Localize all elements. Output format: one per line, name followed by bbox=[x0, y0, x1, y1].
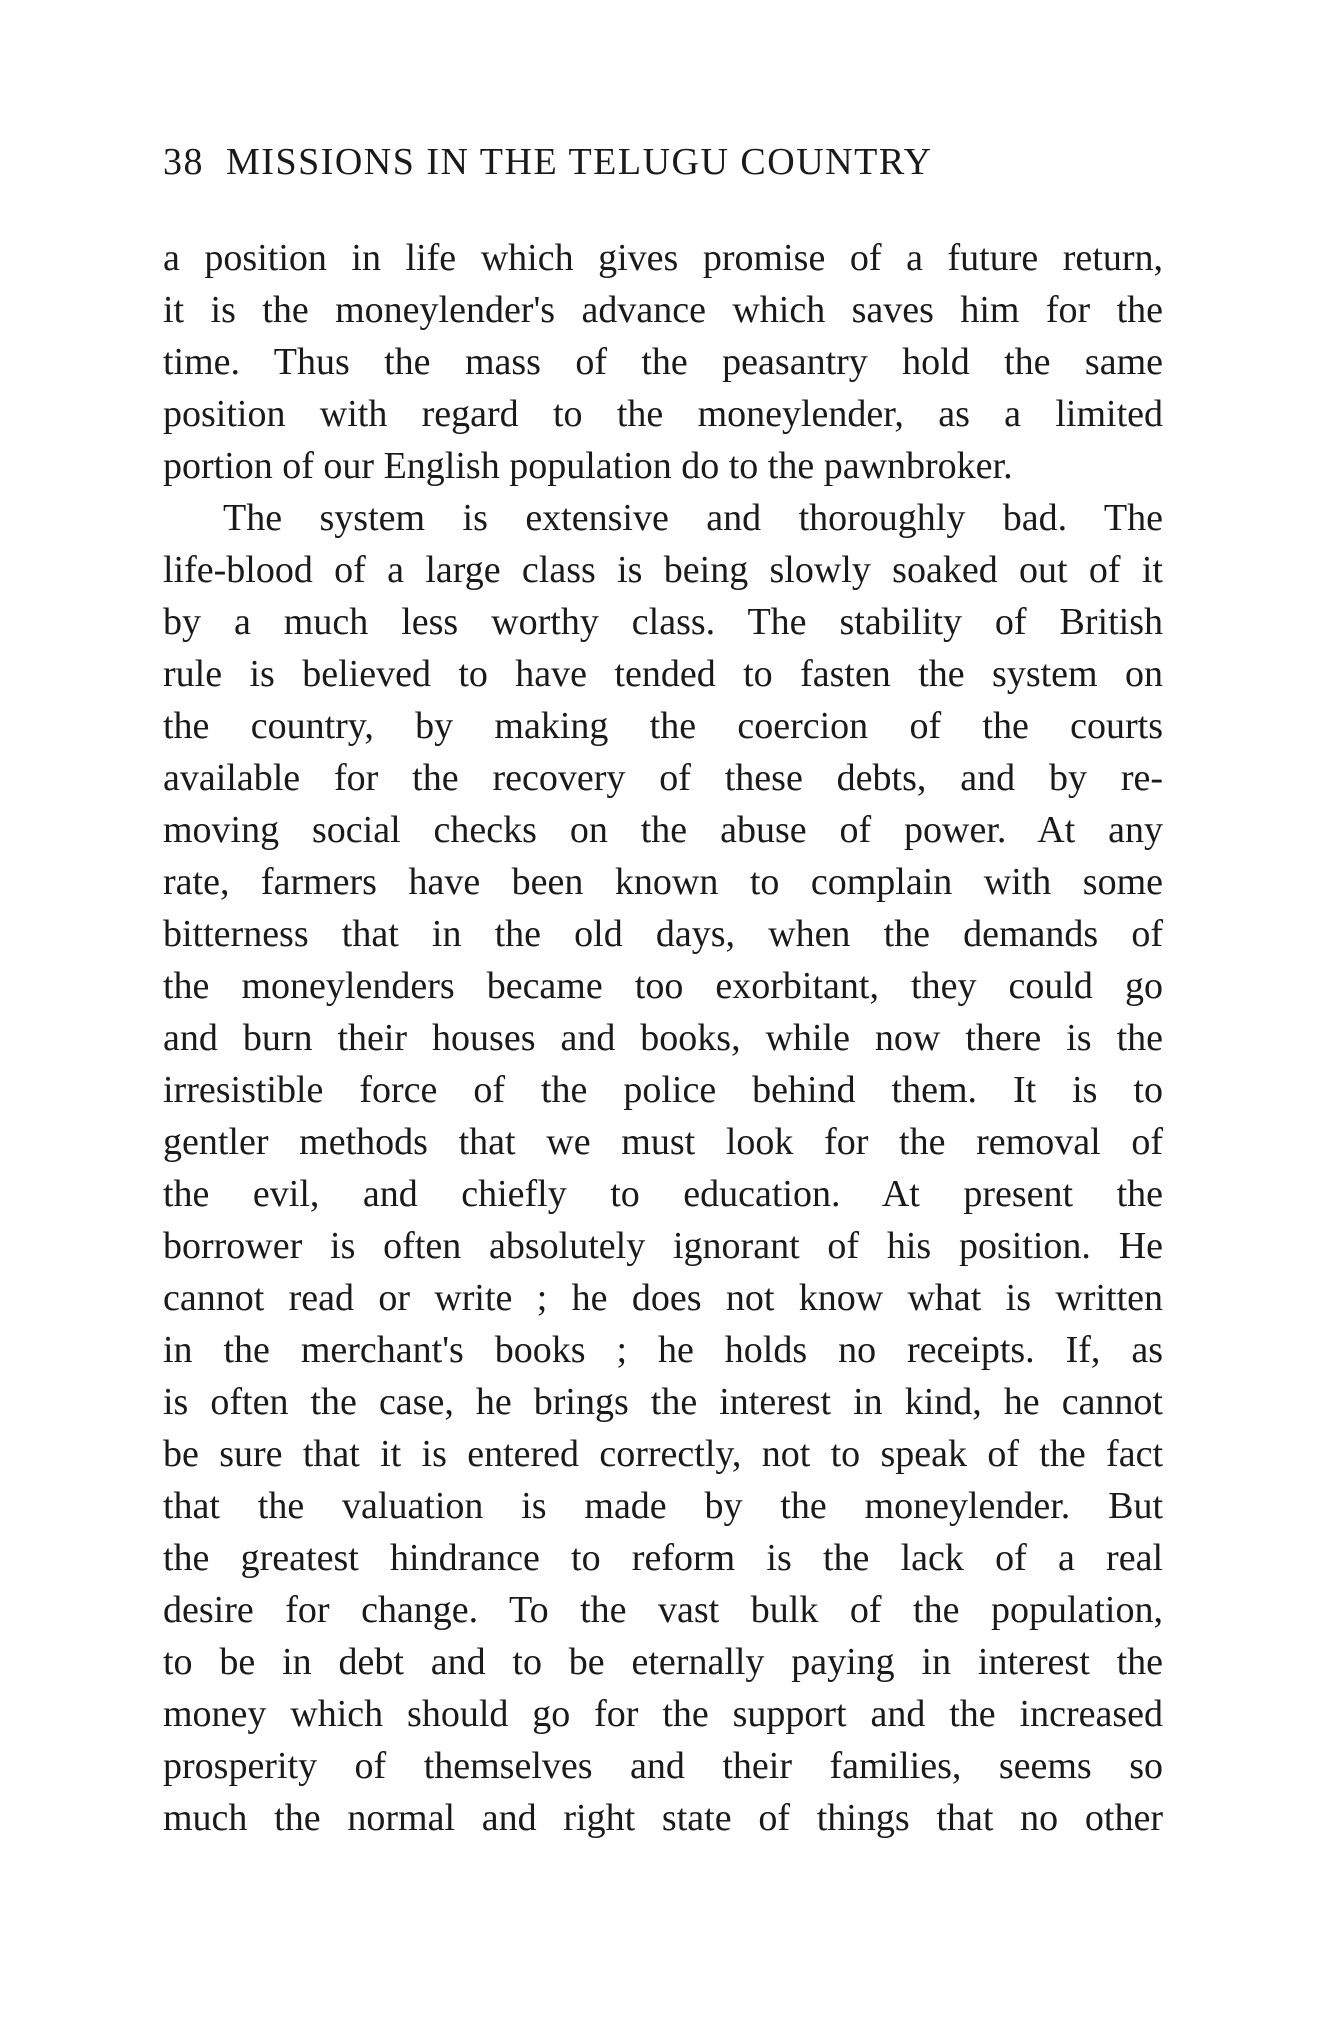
text-line: prosperity of themselves and their families, seems so bbox=[163, 1745, 1163, 1787]
text-line: position with regard to the moneylender, as a limited bbox=[163, 393, 1163, 435]
text-line: that the valuation is made by the moneylender. But bbox=[163, 1485, 1163, 1527]
text-line: a position in life which gives promise of a future return, bbox=[163, 237, 1163, 279]
text-line: The system is extensive and thoroughly bad. The bbox=[223, 497, 1163, 539]
text-line: to be in debt and to be eternally paying in interest the bbox=[163, 1641, 1163, 1683]
text-line: available for the recovery of these debts, and by re- bbox=[163, 757, 1163, 799]
text-line: time. Thus the mass of the peasantry hold the same bbox=[163, 341, 1163, 383]
text-line: borrower is often absolutely ignorant of his position. He bbox=[163, 1225, 1163, 1267]
text-line: the evil, and chiefly to education. At present the bbox=[163, 1173, 1163, 1215]
text-line: irresistible force of the police behind them. It is to bbox=[163, 1069, 1163, 1111]
text-line: and burn their houses and books, while now there is the bbox=[163, 1017, 1163, 1059]
text-line: gentler methods that we must look for the removal of bbox=[163, 1121, 1163, 1163]
text-line: by a much less worthy class. The stability of British bbox=[163, 601, 1163, 643]
text-line: be sure that it is entered correctly, not to speak of the fact bbox=[163, 1433, 1163, 1475]
page-number: 38 bbox=[163, 141, 204, 183]
text-line: much the normal and right state of things that no other bbox=[163, 1797, 1163, 1839]
text-line: rate, farmers have been known to complain with some bbox=[163, 861, 1163, 903]
text-line: it is the moneylender's advance which saves him for the bbox=[163, 289, 1163, 331]
body-text bbox=[163, 232, 1163, 1844]
text-line: cannot read or write ; he does not know what is written bbox=[163, 1277, 1163, 1319]
text-line: the moneylenders became too exorbitant, they could go bbox=[163, 965, 1163, 1007]
text-line: desire for change. To the vast bulk of the population, bbox=[163, 1589, 1163, 1631]
text-line: money which should go for the support and the increased bbox=[163, 1693, 1163, 1735]
text-line: bitterness that in the old days, when the demands of bbox=[163, 913, 1163, 955]
text-line: life-blood of a large class is being slowly soaked out of it bbox=[163, 549, 1163, 591]
text-line: in the merchant's books ; he holds no receipts. If, as bbox=[163, 1329, 1163, 1371]
text-line: is often the case, he brings the interest in kind, he cannot bbox=[163, 1381, 1163, 1423]
running-title: MISSIONS IN THE TELUGU COUNTRY bbox=[226, 141, 933, 183]
running-head bbox=[163, 140, 1163, 200]
text-line: portion of our English population do to the pawnbroker. bbox=[163, 445, 1013, 487]
text-line: moving social checks on the abuse of power. At any bbox=[163, 809, 1163, 851]
text-line: rule is believed to have tended to fasten the system on bbox=[163, 653, 1163, 695]
text-line: the greatest hindrance to reform is the lack of a real bbox=[163, 1537, 1163, 1579]
text-line: the country, by making the coercion of the courts bbox=[163, 705, 1163, 747]
